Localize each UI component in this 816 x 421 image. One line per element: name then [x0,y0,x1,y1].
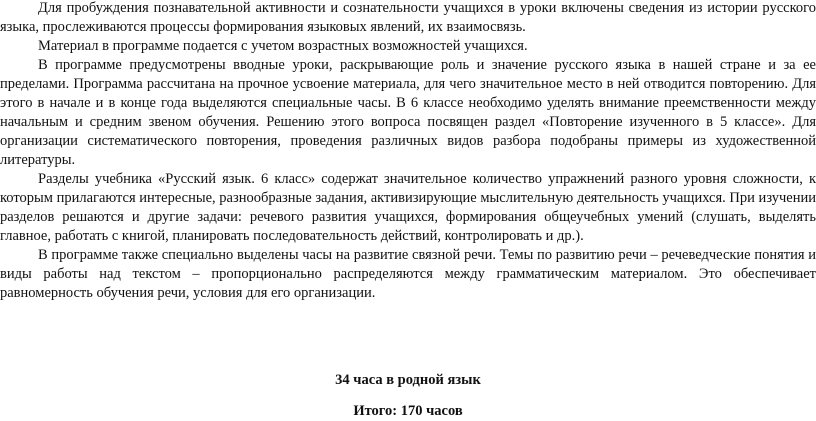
paragraph-textbook-sections: Разделы учебника «Русский язык. 6 класс» содержат значительное количество упражнений разного уровня сложности, к которым прилагаются интересные, разнообразные задания, активизирующие мыслительную деятельность учащихся. При изучении разделов решаются и другие задачи: речевого развития учащихся, формирования общеучебных умений (слушать, выделять главное, работать с книгой, планировать последовательность действий, контролировать и др.). [0,171,816,244]
total-heading: Итого: 170 часов [353,403,463,419]
paragraph-history: Для пробуждения познавательной активности и сознательности учащихся в уроки включены сведения из истории русского языка, прослеживаются процессы формирования языковых явлений, их взаимосвязь. [0,0,816,35]
paragraph-age: Материал в программе подается с учетом возрастных возможностей учащихся. [38,38,528,54]
paragraph-intro-lessons: В программе предусмотрены вводные уроки, раскрывающие роль и значение русского языка в нашей стране и за ее пределами. Программа рассчитана на прочное усвоение материала, для чего значительное место в ней отводится повторению. Для этого в начале и в конце года выделяются специальные часы. В 6 классе необходимо уделять внимание преемственности между начальным и средним звеном обучения. Решению этого вопроса посвящен раздел «Повторение изученного в 5 классе». Для организации систематического повторения, проведения различных видов разбора подобраны примеры из художественной литературы. [0,57,816,168]
hours-heading: 34 часа в родной язык [335,372,481,388]
paragraph-speech-development: В программе также специально выделены часы на развитие связной речи. Темы по развитию речи – речеведческие понятия и виды работы над текстом – пропорционально распределяются между грамматическим материалом. Это обеспечивает равномерность обучения речи, условия для его организации. [0,247,816,301]
